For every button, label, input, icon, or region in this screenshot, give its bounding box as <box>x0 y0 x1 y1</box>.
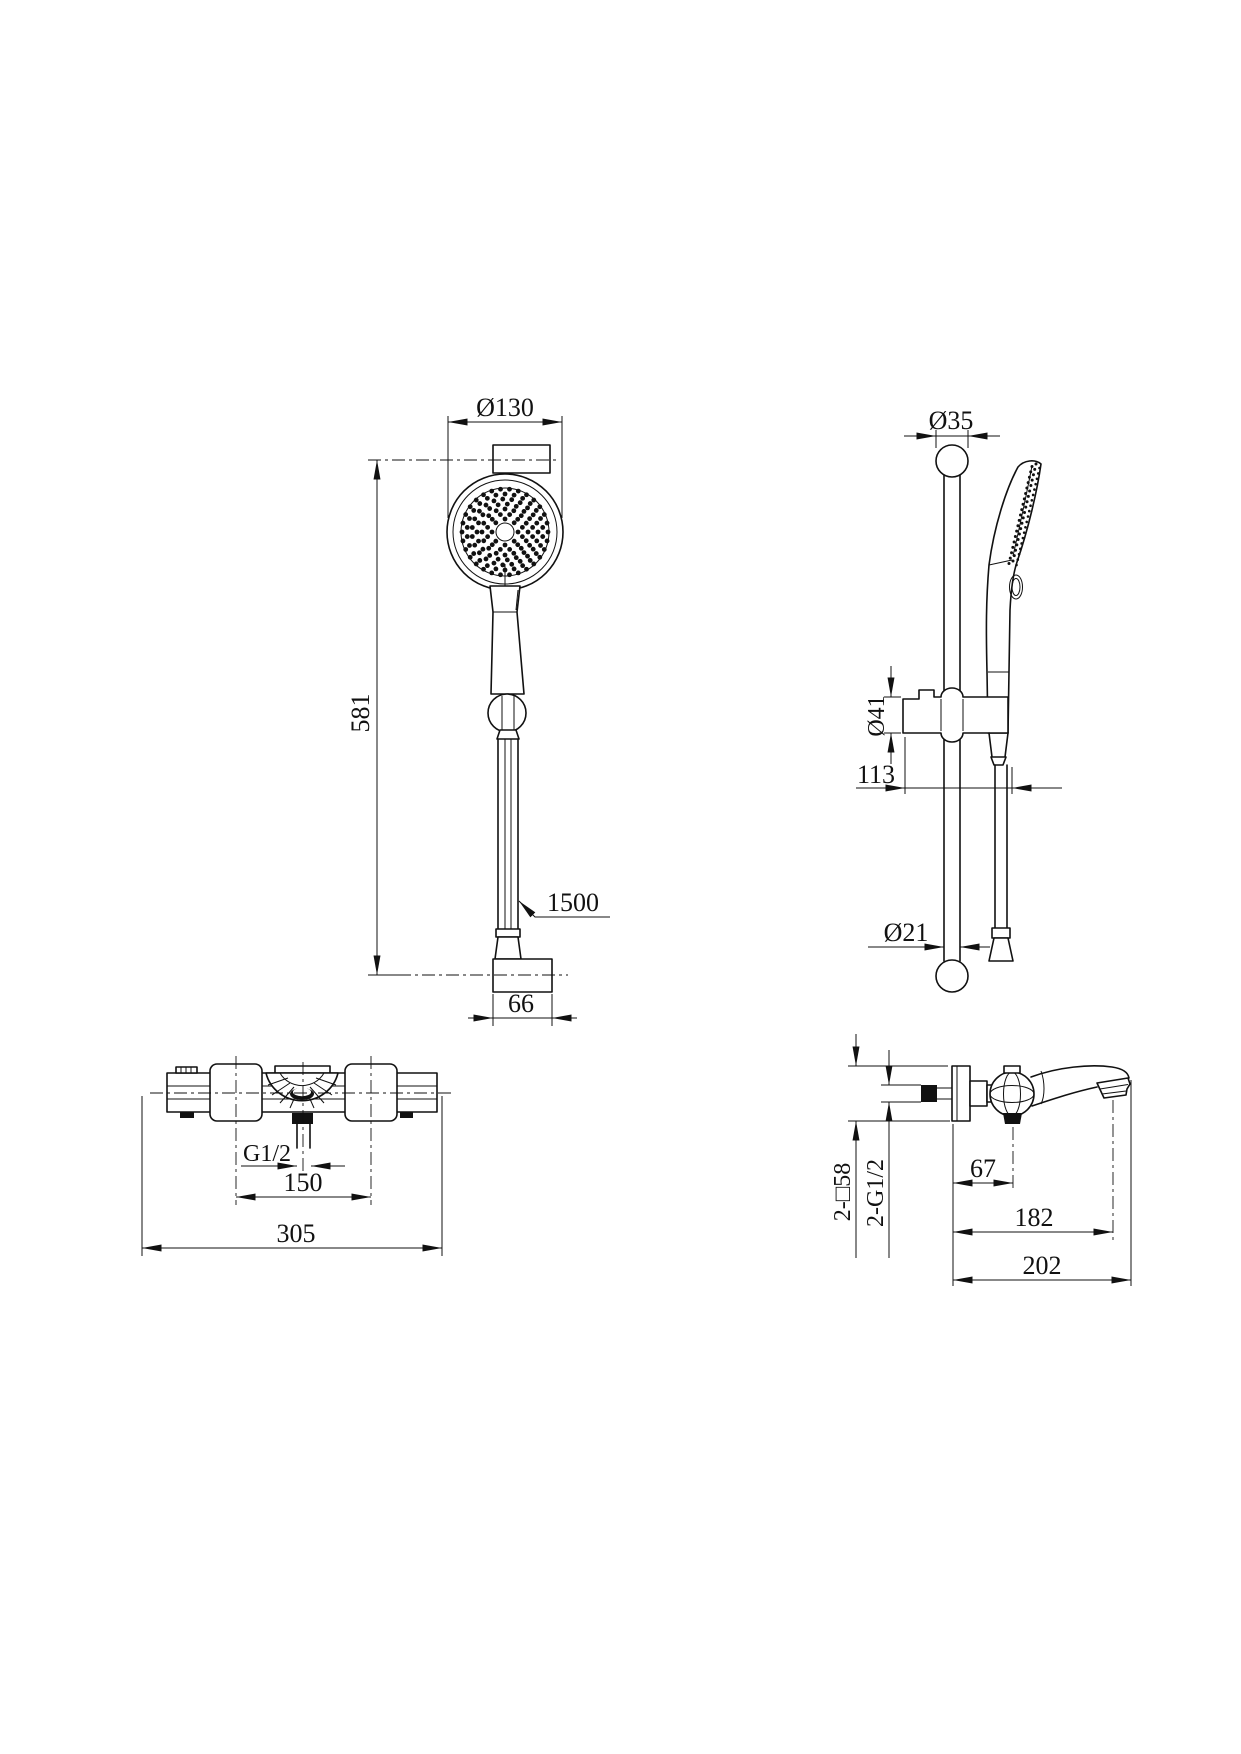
svg-text:Ø130: Ø130 <box>476 393 534 422</box>
dim-top-cap <box>904 406 1000 448</box>
svg-text:182: 182 <box>1014 1203 1054 1232</box>
view-mixer-side <box>830 1034 1131 1286</box>
shower-handle <box>490 586 524 694</box>
svg-text:150: 150 <box>283 1168 323 1197</box>
dim-hose-length <box>519 888 610 917</box>
dim-holder <box>864 666 901 764</box>
hand-shower-side <box>986 461 1041 733</box>
dim-holder-offset <box>856 737 1062 794</box>
ball-joint <box>488 694 526 732</box>
dim-inlet-spacing <box>236 1168 371 1197</box>
svg-text:Ø41: Ø41 <box>864 695 890 737</box>
wall-bracket <box>493 445 550 473</box>
dim-escutcheon-square <box>830 1034 856 1258</box>
handle-sphere <box>990 1072 1034 1116</box>
svg-text:Ø21: Ø21 <box>883 918 929 947</box>
svg-text:581: 581 <box>346 693 375 733</box>
bar-top-cap <box>936 445 968 477</box>
svg-text:66: 66 <box>508 989 534 1018</box>
escutcheon <box>952 1066 970 1121</box>
svg-text:113: 113 <box>856 760 896 789</box>
svg-text:202: 202 <box>1022 1251 1062 1280</box>
aerator <box>1097 1078 1130 1098</box>
svg-text:305: 305 <box>276 1219 316 1248</box>
svg-text:2-□58: 2-□58 <box>830 1162 856 1222</box>
svg-text:G1/2: G1/2 <box>243 1141 291 1167</box>
bar-bottom-cap <box>936 960 968 992</box>
view-slide-bar-side <box>856 406 1062 992</box>
svg-text:1500: 1500 <box>547 888 599 917</box>
dim-bar-diameter <box>868 918 990 947</box>
svg-text:Ø35: Ø35 <box>928 406 974 435</box>
shower-hose <box>498 739 518 929</box>
svg-text:2-G1/2: 2-G1/2 <box>863 1159 889 1227</box>
svg-text:67: 67 <box>970 1154 996 1183</box>
inlet-connector <box>921 1085 937 1102</box>
shower-outlet <box>292 1113 313 1124</box>
wall-outlet <box>493 959 552 992</box>
hose-side <box>989 733 1013 961</box>
view-hand-shower-front <box>346 393 610 1026</box>
dim-inlet-threads <box>863 1050 889 1258</box>
dim-outlet-width <box>468 989 577 1026</box>
handle-knob <box>1003 1113 1022 1124</box>
dim-spout-reach <box>953 1203 1113 1232</box>
dim-handle-offset <box>953 1154 1013 1183</box>
dim-overall-depth <box>953 1251 1131 1280</box>
view-mixer-front <box>142 1056 455 1256</box>
dim-height <box>346 460 377 975</box>
spout <box>1031 1066 1130 1106</box>
dim-outlet-thread <box>241 1141 345 1167</box>
